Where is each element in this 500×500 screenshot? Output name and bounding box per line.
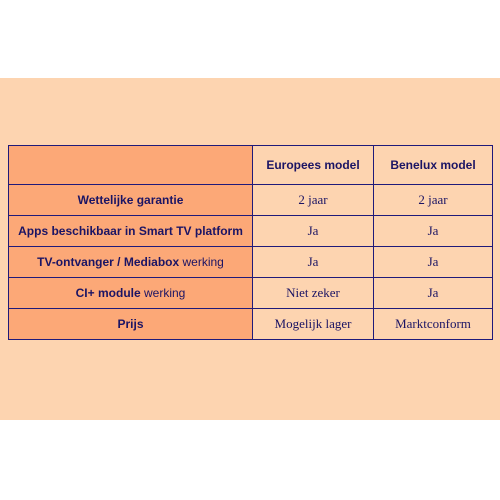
benelux-value-cell [374, 278, 493, 309]
header-europees-model [253, 146, 374, 185]
europees-value-cell [253, 278, 374, 309]
benelux-value: Ja [427, 285, 439, 300]
benelux-value-cell [374, 247, 493, 278]
row-label-bold: TV-ontvanger / Mediabox [37, 254, 180, 269]
europees-value-cell [253, 216, 374, 247]
row-label-bold: Wettelijke garantie [77, 192, 184, 207]
benelux-value: Marktconform [395, 316, 471, 331]
table-row [9, 309, 493, 340]
header-benelux-label: Benelux model [390, 157, 476, 172]
table-row [9, 247, 493, 278]
europees-value: Ja [307, 254, 319, 269]
row-label-cell [9, 185, 253, 216]
row-label-bold: CI+ module [75, 285, 141, 300]
row-label-cell [9, 278, 253, 309]
comparison-table [8, 145, 493, 340]
header-europees-label: Europees model [266, 157, 360, 172]
europees-value: Niet zeker [286, 285, 340, 300]
row-label-regular: werking [179, 254, 224, 269]
europees-value-cell [253, 185, 374, 216]
table-header-row [9, 146, 493, 185]
row-label-regular: werking [140, 285, 186, 300]
europees-value-cell [253, 309, 374, 340]
table-row [9, 278, 493, 309]
benelux-value-cell [374, 216, 493, 247]
table-row [9, 185, 493, 216]
benelux-value: 2 jaar [418, 192, 448, 207]
benelux-value-cell [374, 309, 493, 340]
europees-value: Mogelijk lager [274, 316, 352, 331]
europees-value: 2 jaar [298, 192, 328, 207]
row-label-bold: Prijs [117, 316, 144, 331]
europees-value: Ja [307, 223, 319, 238]
row-label-cell [9, 309, 253, 340]
row-label-bold: Apps beschikbaar in Smart TV platform [18, 223, 243, 238]
benelux-value: Ja [427, 223, 439, 238]
table-row [9, 216, 493, 247]
header-corner-cell [9, 146, 253, 185]
europees-value-cell [253, 247, 374, 278]
header-benelux-model [374, 146, 493, 185]
benelux-value-cell [374, 185, 493, 216]
row-label-cell [9, 216, 253, 247]
row-label-cell [9, 247, 253, 278]
benelux-value: Ja [427, 254, 439, 269]
